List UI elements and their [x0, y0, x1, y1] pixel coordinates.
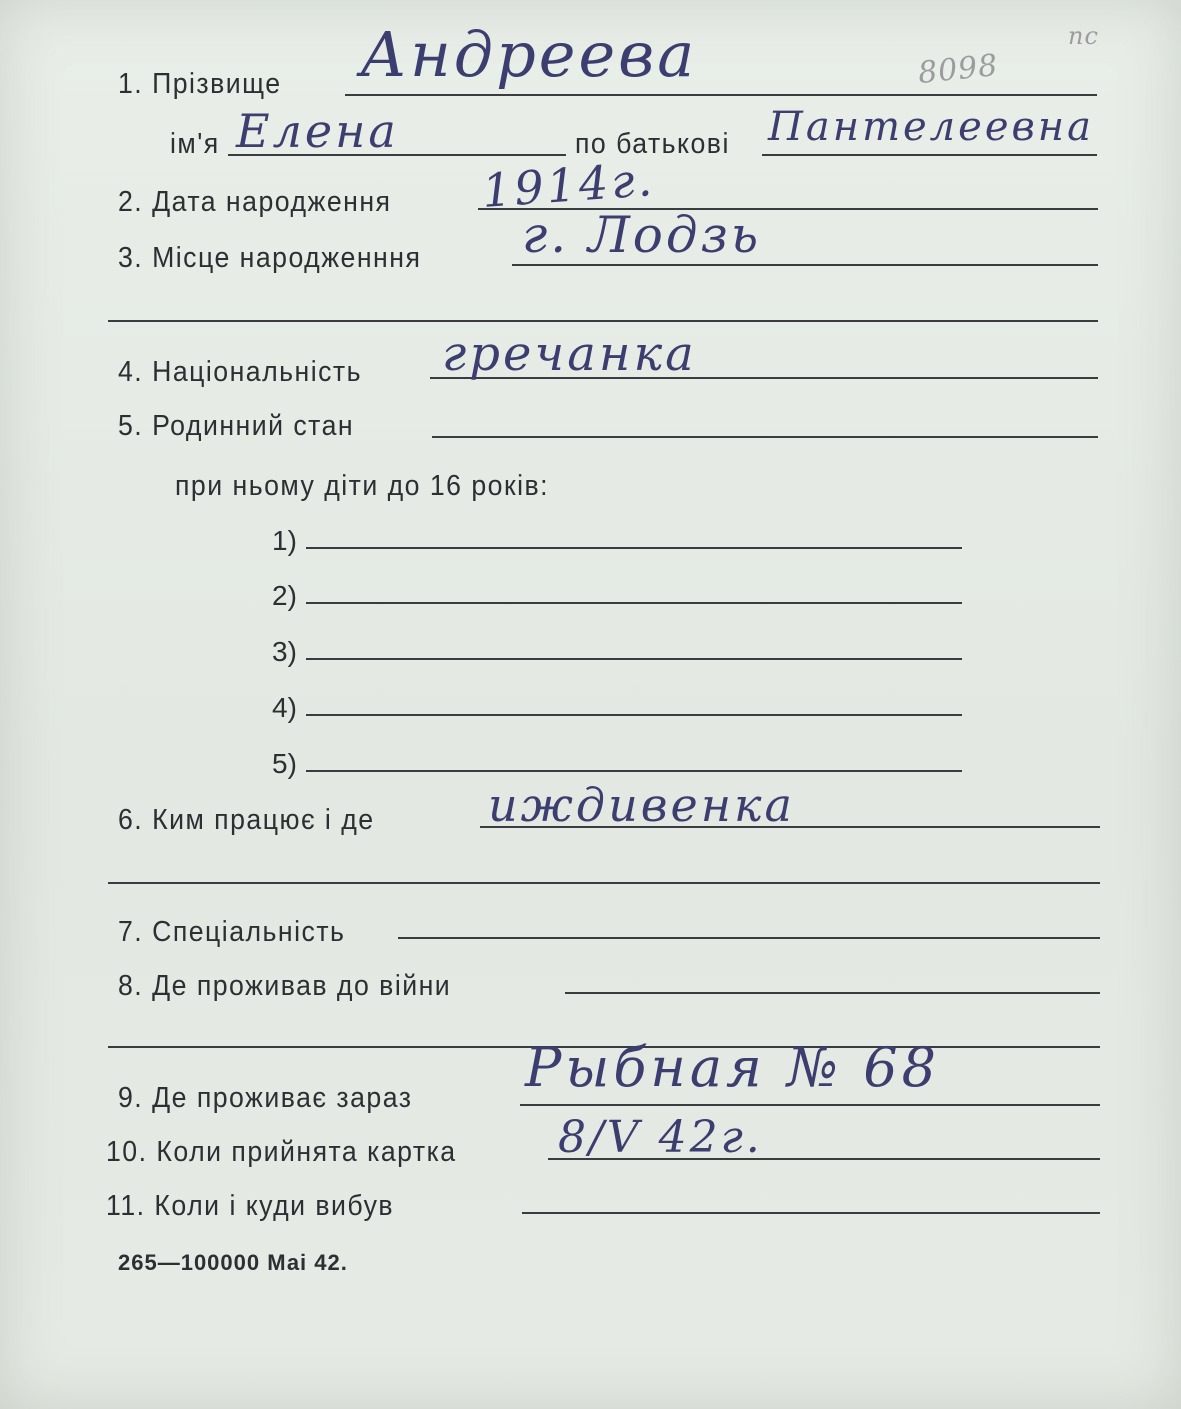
current-label: 9. Де проживає зараз	[118, 1082, 413, 1114]
child-5-label: 5)	[272, 748, 297, 779]
birth-place-label: 3. Місце народженння	[118, 242, 422, 274]
child-2-label: 2)	[272, 580, 297, 611]
print-code: 265—100000 Маі 42.	[118, 1250, 348, 1275]
name-value: Елена	[236, 104, 399, 158]
children-label: при ньому діти до 16 років:	[175, 470, 550, 502]
surname-line	[345, 94, 1097, 96]
child-1-line	[306, 547, 962, 549]
corner-note: пс	[1068, 22, 1099, 50]
nationality-label: 4. Національність	[118, 356, 363, 388]
departure-line	[522, 1212, 1100, 1214]
birth-date-value: 1914г.	[480, 152, 657, 218]
marital-line	[432, 436, 1098, 438]
birth-place-value: г. Лодзь	[522, 206, 762, 264]
prewar-label: 8. Де проживав до війни	[118, 970, 452, 1002]
child-1-label: 1)	[272, 525, 297, 556]
work-line-2	[108, 882, 1100, 884]
name-label: ім'я	[170, 128, 220, 160]
surname-label: 1. Прізвище	[118, 68, 282, 100]
specialty-label: 7. Спеціальність	[118, 916, 346, 948]
child-3-line	[306, 658, 962, 660]
child-4-label: 4)	[272, 692, 297, 723]
patronymic-label: по батькові	[575, 128, 730, 160]
patronymic-line	[762, 154, 1097, 156]
specialty-line	[398, 937, 1100, 939]
card-date-value: 8/V 42г.	[558, 1112, 763, 1163]
birth-date-label: 2. Дата народження	[118, 186, 392, 218]
surname-value: Андреева	[360, 18, 698, 91]
marital-label: 5. Родинний стан	[118, 410, 355, 442]
current-line	[520, 1104, 1100, 1106]
birth-place-line-2	[108, 320, 1098, 322]
prewar-line	[565, 992, 1100, 994]
birth-place-line	[512, 264, 1098, 266]
child-3-label: 3)	[272, 636, 297, 667]
departure-label: 11. Коли і куди вибув	[106, 1190, 395, 1222]
child-2-line	[306, 602, 962, 604]
card-date-label: 10. Коли прийнята картка	[106, 1136, 457, 1168]
nationality-value: гречанка	[442, 326, 697, 382]
work-value: иждивенка	[488, 778, 795, 832]
work-label: 6. Ким працює і де	[118, 804, 375, 836]
pencil-note: 8098	[916, 47, 1000, 92]
child-5-line	[306, 770, 962, 772]
patronymic-value: Пантелеевна	[768, 104, 1094, 150]
child-4-line	[306, 714, 962, 716]
current-address-value: Рыбная № 68	[525, 1036, 940, 1099]
